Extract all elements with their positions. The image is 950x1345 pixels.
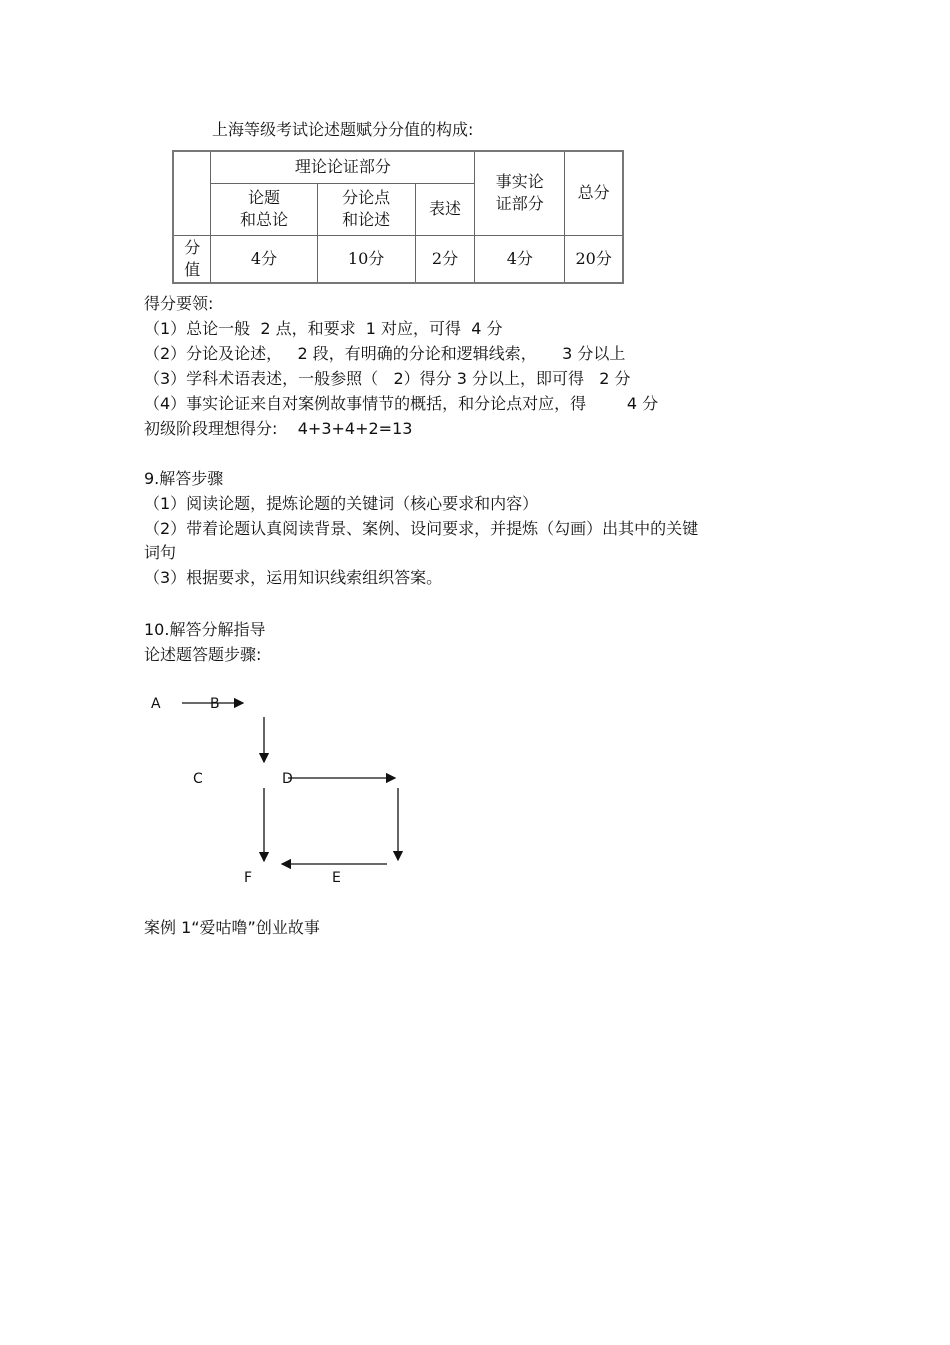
value-cell: 10分 xyxy=(317,235,415,283)
guide-subheading: 论述题答题步骤: xyxy=(144,645,262,664)
header-points: 分论点 和论述 xyxy=(317,183,415,235)
value-cell: 4分 xyxy=(475,235,565,283)
scoring-item: （2）分论及论述， 2 段，有明确的分论和逻辑线索， 3 分以上 xyxy=(144,344,626,363)
node-b: B xyxy=(210,696,220,712)
flow-arrows xyxy=(140,680,420,890)
intro-line: 上海等级考试论述题赋分分值的构成: xyxy=(212,120,474,139)
flow-diagram xyxy=(140,680,420,890)
node-a: A xyxy=(151,696,161,712)
scoring-heading: 得分要领: xyxy=(144,294,214,313)
node-f: F xyxy=(244,870,253,886)
node-c: C xyxy=(193,771,203,787)
node-d: D xyxy=(282,771,293,787)
step-item: （2）带着论题认真阅读背景、案例、设问要求，并提炼（勾画）出其中的关键 xyxy=(144,519,699,538)
value-cell: 2分 xyxy=(415,235,475,283)
header-fact: 事实论 证部分 xyxy=(475,151,565,235)
node-e: E xyxy=(332,870,341,886)
step-item: （1）阅读论题，提炼论题的关键词（核心要求和内容） xyxy=(144,494,539,513)
scoring-item: （1）总论一般 2 点，和要求 1 对应，可得 4 分 xyxy=(144,319,503,338)
scoring-item: （3）学科术语表述，一般参照（ 2）得分 3 分以上，即可得 2 分 xyxy=(144,369,631,388)
score-table xyxy=(172,150,624,284)
step-item: 词句 xyxy=(144,543,177,562)
ideal-score: 初级阶段理想得分: 4+3+4+2=13 xyxy=(144,419,413,438)
header-topic: 论题 和总论 xyxy=(211,183,317,235)
value-cell: 20分 xyxy=(565,235,623,283)
scoring-item: （4）事实论证来自对案例故事情节的概括，和分论点对应，得 4 分 xyxy=(144,394,659,413)
value-cell: 4分 xyxy=(211,235,317,283)
step-item: （3）根据要求，运用知识线索组织答案。 xyxy=(144,568,443,587)
table-corner xyxy=(173,151,211,235)
header-group-theory: 理论论证部分 xyxy=(211,151,475,183)
steps-heading: 9.解答步骤 xyxy=(144,469,224,488)
header-total: 总分 xyxy=(565,151,623,235)
case-title: 案例 1“爱咕噜”创业故事 xyxy=(144,918,320,937)
row-label: 分 值 xyxy=(173,235,211,283)
guide-heading: 10.解答分解指导 xyxy=(144,620,266,639)
header-expression: 表述 xyxy=(415,183,475,235)
